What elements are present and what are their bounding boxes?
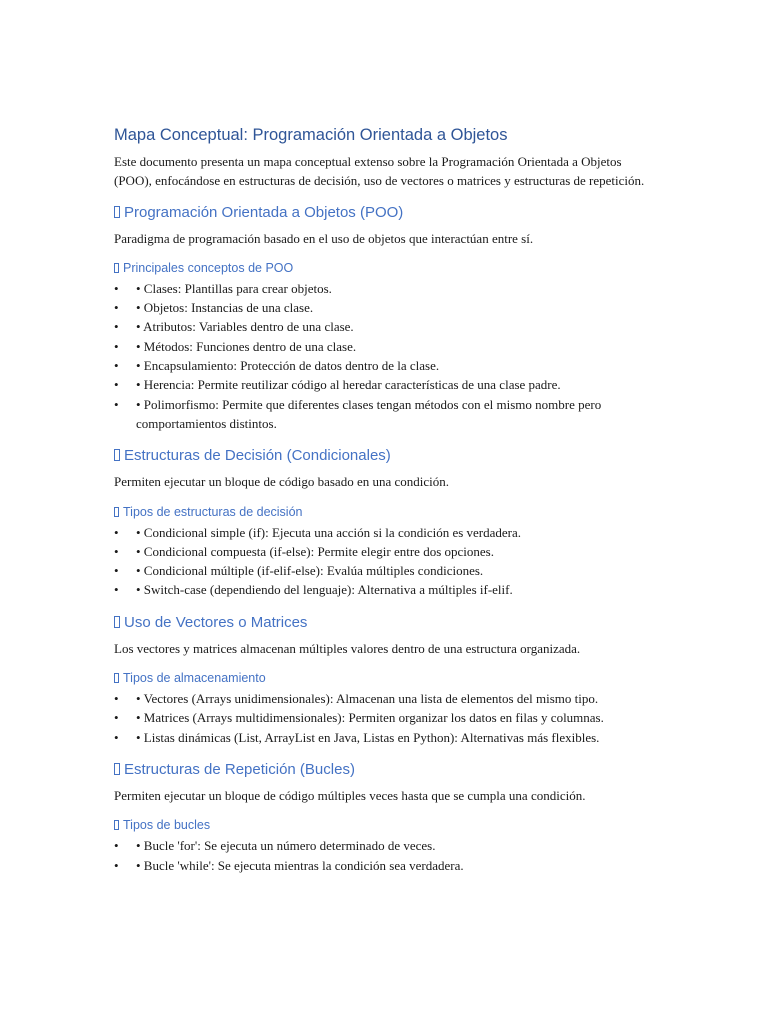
bullet-list (114, 279, 659, 433)
missing-glyph-icon (114, 673, 119, 683)
section (114, 613, 659, 747)
subsection-heading (114, 504, 659, 521)
missing-glyph-icon (114, 206, 120, 218)
list-item (114, 836, 659, 855)
list-item-text: • Condicional múltiple (if-elif-else): Evalúa múltiples condiciones. (136, 563, 484, 579)
bullet-icon: • (114, 396, 119, 412)
bullet-list (114, 523, 659, 600)
section-heading-text: Estructuras de Repetición (Bucles) (124, 760, 355, 778)
section-heading-text: Uso de Vectores o Matrices (124, 613, 308, 631)
section-description: Paradigma de programación basado en el uso de objetos que interactúan entre sí. (114, 230, 534, 246)
section-heading (114, 203, 659, 223)
list-item-text: • Métodos: Funciones dentro de una clase. (136, 338, 357, 354)
list-item-text: • Listas dinámicas (List, ArrayList en Java, Listas en Python): Alternativas más flexibles. (136, 729, 600, 745)
list-item (114, 337, 659, 356)
list-item (114, 298, 659, 317)
list-item (114, 317, 659, 336)
bullet-icon: • (114, 710, 119, 726)
section-description: Los vectores y matrices almacenan múltiples valores dentro de una estructura organizada. (114, 640, 581, 656)
list-item-text: • Matrices (Arrays multidimensionales): Permiten organizar los datos en filas y columnas. (136, 710, 604, 726)
bullet-icon: • (114, 582, 119, 598)
bullet-list (114, 689, 659, 747)
subsection-heading (114, 260, 659, 277)
list-item (114, 728, 659, 747)
list-item-text: • Objetos: Instancias de una clase. (136, 300, 314, 316)
bullet-icon: • (114, 563, 119, 579)
bullet-icon: • (114, 338, 119, 354)
subsection-heading (114, 817, 659, 834)
bullet-icon: • (114, 729, 119, 745)
sections-container (114, 203, 659, 875)
bullet-icon: • (114, 280, 119, 296)
section-heading-text: Estructuras de Decisión (Condicionales) (124, 447, 391, 465)
section-heading (114, 760, 659, 780)
list-item-text: • Herencia: Permite reutilizar código al heredar características de una clase padre. (136, 377, 561, 393)
list-item (114, 523, 659, 542)
section (114, 446, 659, 599)
missing-glyph-icon (114, 820, 119, 830)
list-item-text: • Condicional compuesta (if-else): Permite elegir entre dos opciones. (136, 543, 494, 559)
section-heading-text: Programación Orientada a Objetos (POO) (124, 203, 404, 221)
list-item-text: • Bucle 'while': Se ejecuta mientras la condición sea verdadera. (136, 857, 464, 873)
bullet-icon: • (114, 691, 119, 707)
list-item-text: • Polimorfismo: Permite que diferentes clases tengan métodos con el mismo nombre pero comportamientos distintos. (136, 396, 602, 431)
bullet-list (114, 836, 659, 875)
list-item (114, 708, 659, 727)
bullet-icon: • (114, 377, 119, 393)
bullet-icon: • (114, 300, 119, 316)
document-content (114, 124, 659, 875)
missing-glyph-icon (114, 763, 120, 775)
bullet-icon: • (114, 857, 119, 873)
list-item-text: • Atributos: Variables dentro de una clase. (136, 319, 354, 335)
section-description: Permiten ejecutar un bloque de código múltiples veces hasta que se cumpla una condición. (114, 787, 586, 803)
section (114, 203, 659, 434)
section-description: Permiten ejecutar un bloque de código basado en una condición. (114, 474, 450, 490)
list-item (114, 279, 659, 298)
list-item (114, 580, 659, 599)
subsection-heading-text: Tipos de estructuras de decisión (123, 504, 303, 519)
subsection-heading (114, 670, 659, 687)
missing-glyph-icon (114, 507, 119, 517)
list-item-text: • Bucle 'for': Se ejecuta un número determinado de veces. (136, 838, 436, 854)
missing-glyph-icon (114, 263, 119, 273)
section (114, 760, 659, 875)
list-item (114, 375, 659, 394)
list-item-text: • Vectores (Arrays unidimensionales): Almacenan una lista de elementos del mismo tipo. (136, 691, 599, 707)
missing-glyph-icon (114, 616, 120, 628)
list-item-text: • Switch-case (dependiendo del lenguaje): Alternativa a múltiples if-elif. (136, 582, 513, 598)
subsection-heading-text: Principales conceptos de POO (123, 260, 294, 275)
list-item (114, 561, 659, 580)
list-item (114, 395, 659, 434)
bullet-icon: • (114, 543, 119, 559)
subsection-heading-text: Tipos de almacenamiento (123, 671, 266, 686)
bullet-icon: • (114, 319, 119, 335)
bullet-icon: • (114, 524, 119, 540)
document-title: Mapa Conceptual: Programación Orientada a Objetos (114, 126, 508, 144)
bullet-icon: • (114, 838, 119, 854)
list-item-text: • Clases: Plantillas para crear objetos. (136, 280, 332, 296)
list-item-text: • Encapsulamiento: Protección de datos dentro de la clase. (136, 358, 440, 374)
section-heading (114, 613, 659, 633)
list-item-text: • Condicional simple (if): Ejecuta una acción si la condición es verdadera. (136, 524, 522, 540)
bullet-icon: • (114, 358, 119, 374)
section-heading (114, 446, 659, 466)
list-item (114, 689, 659, 708)
list-item (114, 856, 659, 875)
list-item (114, 356, 659, 375)
list-item (114, 542, 659, 561)
subsection-heading-text: Tipos de bucles (123, 818, 211, 833)
intro-paragraph: Este documento presenta un mapa conceptual extenso sobre la Programación Orientada a Objetos (POO), enfocándose en estructuras de decisión, uso de vectores o matrices y estructuras de repetición. (114, 154, 645, 189)
missing-glyph-icon (114, 449, 120, 461)
